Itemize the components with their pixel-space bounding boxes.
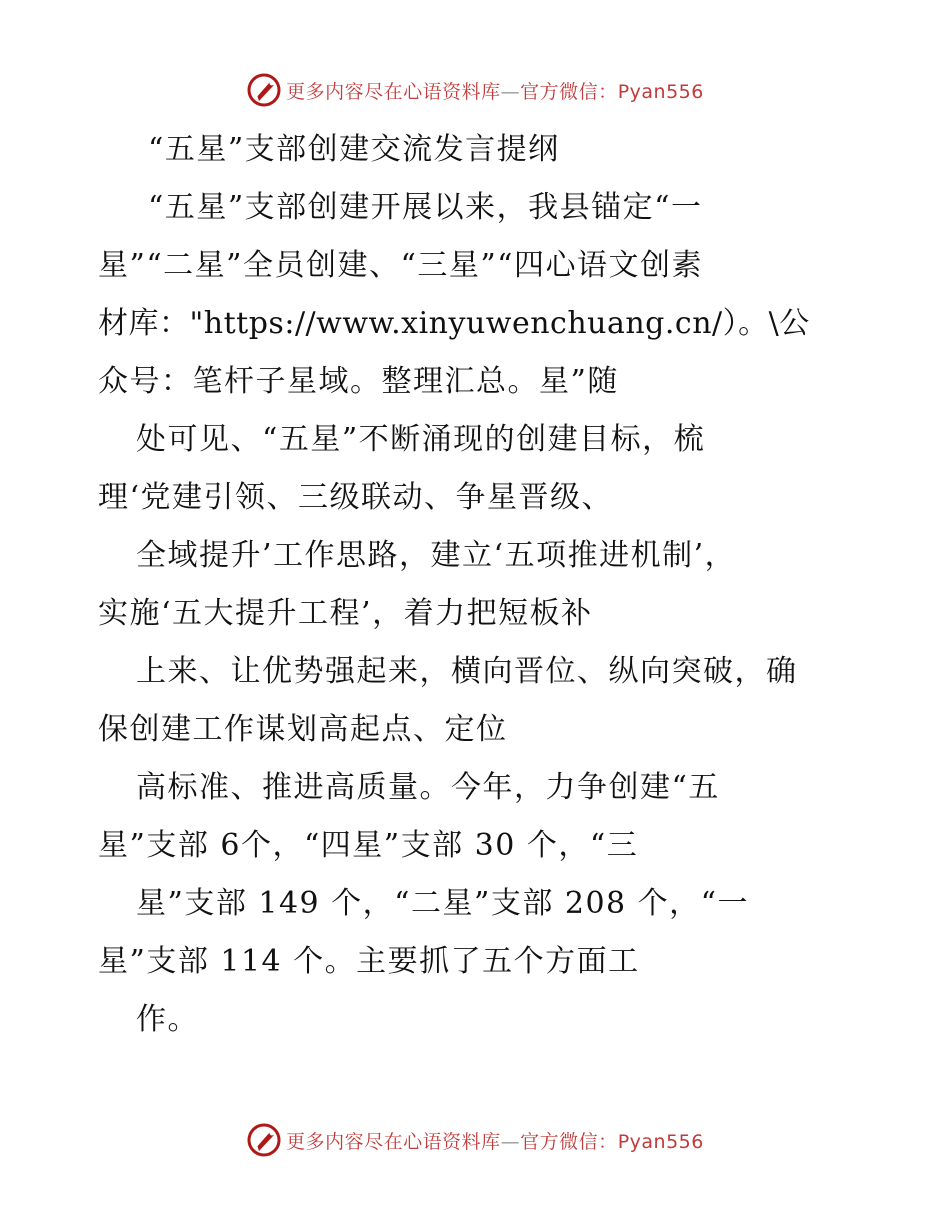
text-line: 星”支部 6个，“四星”支部 30 个，“三 [98, 828, 639, 863]
text-line: 星”支部 114 个。主要抓了五个方面工 [98, 944, 640, 979]
text-line: 作。 [136, 1002, 199, 1037]
banner-text [286, 1127, 704, 1154]
text-line: 高标准、推进高质量。今年，力争创建“五 [136, 770, 720, 805]
banner-wechat-label: 官方微信： [520, 80, 618, 103]
document-title: “五星”支部创建交流发言提纲 [148, 132, 560, 167]
banner-separator: — [500, 1130, 521, 1153]
text-line: 全域提升’工作思路，建立‘五项推进机制’， [136, 538, 737, 573]
text-line: 上来、让优势强起来，横向晋位、纵向突破，确 [136, 654, 798, 689]
text-line: 理‘党建引领、三级联动、争星晋级、 [98, 480, 614, 515]
banner-separator: — [500, 80, 521, 103]
text-line: 材库："https://www.xinyuwenchuang.cn/）。\公 [98, 306, 810, 341]
banner-main-text: 更多内容尽在心语资料库 [286, 80, 501, 103]
text-line: 保创建工作谋划高起点、定位 [98, 712, 508, 747]
text-line: 处可见、“五星”不断涌现的创建目标，梳 [136, 422, 706, 457]
banner-account: Pyan556 [617, 80, 704, 103]
text-line: 星”“二星”全员创建、“三星”“四心语文创素 [98, 248, 704, 283]
text-line: 星”支部 149 个，“二星”支部 208 个，“一 [136, 886, 750, 921]
pen-logo-icon [246, 72, 282, 108]
banner-account: Pyan556 [617, 1130, 704, 1153]
text-line: 众号：笔杆子星域。整理汇总。星”随 [98, 364, 619, 399]
footer-banner [0, 1120, 950, 1160]
banner-wechat-label: 官方微信： [520, 1130, 618, 1153]
text-line: “五星”支部创建开展以来，我县锚定“一 [148, 190, 703, 225]
pen-logo-icon [246, 1122, 282, 1158]
text-line: 实施‘五大提升工程’，着力把短板补 [98, 596, 593, 631]
banner-main-text: 更多内容尽在心语资料库 [286, 1130, 501, 1153]
banner-text [286, 77, 704, 104]
header-banner [0, 70, 950, 110]
